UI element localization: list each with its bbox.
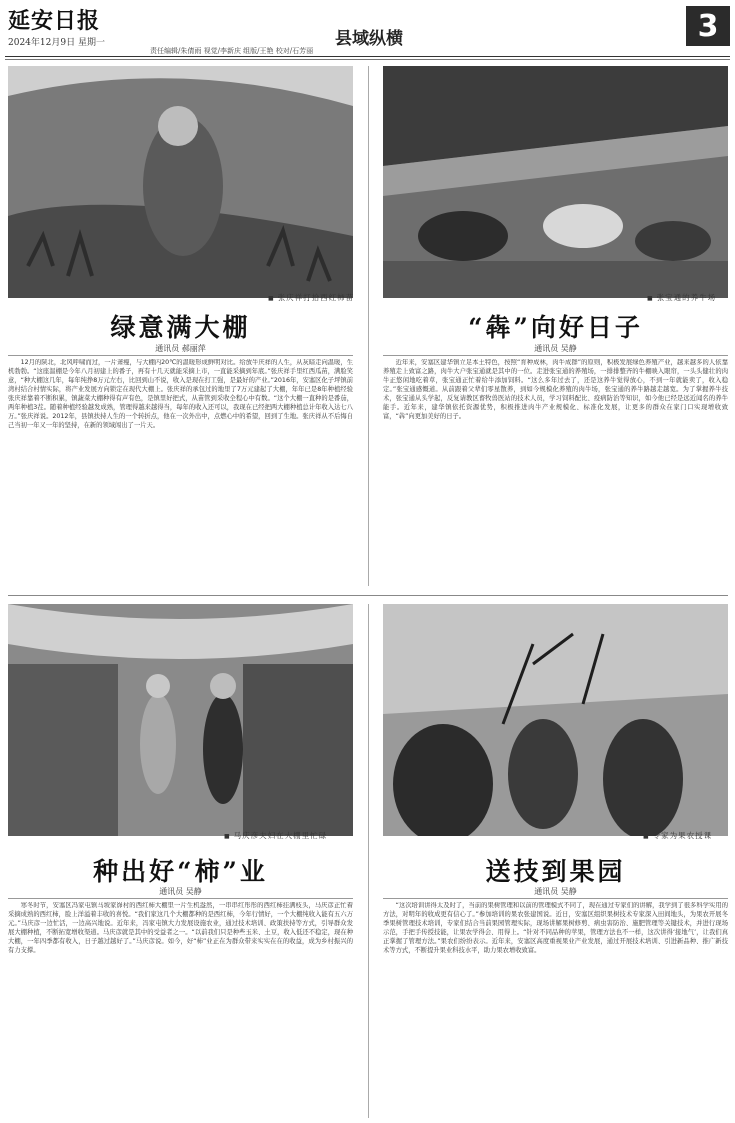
page-number: 3 [686,6,730,46]
article-2-byline: 通讯员 吴静 [534,344,577,353]
article-3-body [8,902,353,1118]
article-2-photo [383,66,728,298]
article-2-body [383,359,728,587]
article-3-byline: 通讯员 吴静 [159,887,202,896]
article-1-caption: ■ 张庆祥打拾西红柿苗 [268,292,354,303]
article-2-paragraph: 近年来，安塞区建华镇立足本土特色，按照“育种成林，肉牛成群”的原则，积极发展绿色养殖产业，越来越多的人依靠养殖走上致富之路，肉牛大户张宝通就是其中的一位。走进张宝通的养殖场，一排排整齐的牛棚映入眼帘，一头头健壮的肉牛正悠闲地吃着草，张宝通正忙着给牛添加饲料。“这么多年过去了，还是这养牛觉得放心，不到一年就能卖了，收入稳定。”张宝通感慨道。从前跟着父辈们零星散养，到如今规模化养殖的肉牛场，张宝通的养牛路越走越宽。为了掌握养牛技术，张宝通从头学起，反复请教区畜牧兽医站的技术人员，学习饲料配比、疫病防治等知识，如今他已经是远近闻名的养牛能手。近年来，建华镇依托资源优势，积极推进肉牛产业规模化、标准化发展，让更多的群众在家门口实现增收致富，“犇”向更加美好的日子。 [383,359,728,420]
article-1-rule [8,355,353,356]
issue-date: 2024年12月9日 星期一 [8,38,105,48]
article-1-byline: 通讯员 郝丽萍 [155,344,206,353]
article-2-headline: “犇”向好日子 [468,313,643,342]
article-3-caption: ■ 马庆彦夫妇在大棚里忙碌 [224,830,327,841]
article-3-rule [8,898,353,899]
article-4-caption: ■ 专家为果农授课 [643,830,712,841]
article-4-rule [383,898,728,899]
article-1-paragraph: 12月的陕北，北风呼啸而过，一片萧瘦，与大棚内20℃的温暖形成鲜明对比。给放牛庆祥的人生，从灰暗走向温暖，生机勃勃。“这座温棚是今年八月初建上的番子，再有十几天就能采摘上市，一直能采摘到年底。”张庆祥手里红西瓜苗，满脸笑意，“种大棚这几年，每年纯挣8万元左右，比回到山不说，收入是现在打工强，是最好的产业。”2016年，安塞区化子坪镇前湾村结合村情实际，将产业发展方向锁定在现代大棚上。张庆祥的承包过的地里了7万元建起了大棚，年年已是8年种植经验张庆祥靠着不断积累，镇蔬菜大棚种得有声有色，是镇里好把式，从苗管到采收全程心中有数。“这个大棚一直种的是番茄，两年种植3茬。随着种植经验越发成熟，管理得越来越得当，每年的收入还可以，我现在已经把两大棚种植总计年收入达七八万。”张庆祥说。2012年，县镇扶持人生的一个转折点，他在一次外出中，点燃心中的希望，回到了生地。张庆祥从不后悔自己当初一年又一年的坚持，在新的领域闯出了一片天。 [8,359,353,429]
article-3-photo [8,604,353,836]
article-1-headline: 绿意满大棚 [110,313,251,342]
article-2-rule [383,355,728,356]
cattle-farm-image [383,66,728,298]
middle-divider [8,595,728,596]
bottom-column-divider [368,604,369,1118]
article-4-body [383,902,728,1118]
article-1-photo [8,66,353,298]
article-3-paragraph: 寒冬时节，安塞区冯家屯镇马坡家峁村的西红柿大棚里一片生机盎然，一串串红彤彤的西红柿挂满枝头，马庆彦正忙着采摘成熟的西红柿，脸上洋溢着丰收的喜悦。“我们家这几个大棚都种的是西红柿，今年行情好，一个大棚纯收入能有五六万元。”马庆彦一边忙活，一边高兴地说。近年来，冯家屯镇大力发展设施农业，通过技术培训、政策扶持等方式，引导群众发展大棚种植，不断拓宽增收渠道。马庆彦就是其中的受益者之一。“以前我们只是种些玉米、土豆，收入低还不稳定，现在种大棚，一年四季都有收入，日子越过越好了。”马庆彦说。如今，好“柿”业正在为群众带来实实在在的收益，成为乡村振兴的有力支撑。 [8,902,353,954]
article-1-body [8,359,353,587]
article-2-caption: ■ 张宝通的养牛场 [647,292,716,303]
article-4-photo [383,604,728,836]
article-3-headline: 种出好“柿”业 [93,857,268,886]
editorial-credits: 责任编辑/朱倩雨 视觉/李新庆 组版/王艳 校对/石芳丽 [150,47,314,55]
orchard-training-image [383,604,728,836]
top-column-divider [368,66,369,586]
section-title: 县域纵横 [335,29,403,49]
article-4-byline: 通讯员 吴静 [534,887,577,896]
tomato-greenhouse-image [8,604,353,836]
article-4-paragraph: “这次培训讲得太及时了，当前的果树管理和以前的管理模式不同了，现在通过专家们的讲解，我学到了很多科学实用的方法，对明年的收成更有信心了。”参加培训的果农张建国说。近日，安塞区组织果树技术专家深入田间地头，为果农开展冬季果树管理技术培训，专家们结合当前果园管理实际，现场讲解果树修剪、病虫害防治、施肥管理等关键技术，并进行现场示范，手把手传授技能，让果农学得会、用得上。“针对不同品种的苹果，管理方法也不一样，这次讲得‘接地气’，让我们真正掌握了管理方法。”果农们纷纷表示。近年来，安塞区高度重视果业产业发展，通过开展技术培训、引进新品种、推广新技术等方式，不断提升果业科技水平，助力果农增收致富。 [383,902,728,954]
masthead: 延安日报 [8,8,101,34]
header-rule-thin [5,59,730,60]
header-rule [5,56,730,57]
greenhouse-seedling-image [8,66,353,298]
article-4-headline: 送技到果园 [485,857,626,886]
